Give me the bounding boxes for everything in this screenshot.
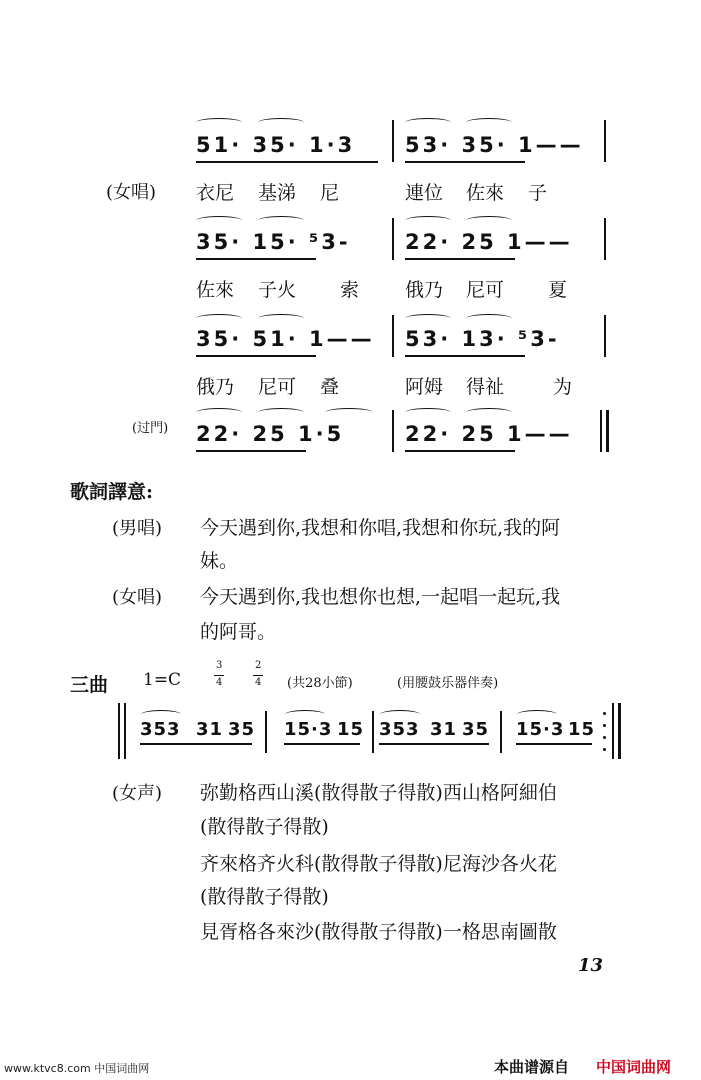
notes-row1-b: 53· 35· 1——: [405, 133, 584, 157]
lyric: 基涕: [258, 182, 297, 204]
slur: [405, 216, 451, 225]
note-group: 15·3: [516, 719, 565, 740]
slur: [258, 408, 304, 417]
section-title: 三曲: [70, 674, 109, 696]
final-barline: [600, 410, 602, 452]
female-voice-line3: 齐來格齐火科(散得散子得散)尼海沙各火花: [200, 853, 557, 875]
barline: [392, 120, 394, 162]
lyric: 俄乃: [405, 279, 444, 301]
repeat-dot: [603, 748, 606, 751]
note-group: 353: [140, 719, 181, 740]
slur: [196, 216, 242, 225]
barline: [392, 315, 394, 357]
female-voice-line2: (散得散子得散): [200, 816, 329, 838]
underline: [196, 161, 378, 163]
male-translation-line2: 妹。: [200, 550, 239, 572]
slur: [405, 408, 451, 417]
female-voice-line1: 弥勤格西山溪(散得散子得散)西山格阿細伯: [200, 782, 557, 804]
slur: [325, 408, 373, 417]
lyric: 佐來: [466, 182, 505, 204]
lyric: 叠: [320, 376, 340, 398]
lyric: 俄乃: [196, 376, 235, 398]
note-group: 35: [228, 719, 256, 740]
underline: [405, 355, 525, 357]
barline: [604, 218, 606, 260]
underline: [140, 743, 252, 745]
notes-row4-b: 22· 25 1——: [405, 422, 573, 446]
barline: [392, 410, 394, 452]
lyric: 連位: [405, 182, 444, 204]
lyric: 尼: [320, 182, 340, 204]
underline: [405, 161, 525, 163]
notes-row3-a: 35· 51· 1——: [196, 327, 375, 351]
final-barline: [612, 703, 614, 759]
barline: [265, 711, 267, 753]
note-group: 35: [462, 719, 490, 740]
time-sig-den: 4: [216, 677, 223, 688]
note-group: 353: [379, 719, 420, 740]
female-translation-line2: 的阿哥。: [200, 621, 277, 643]
barline: [500, 711, 502, 753]
note-group: 31: [196, 719, 224, 740]
slur: [141, 710, 181, 719]
notes-row2-b: 22· 25 1——: [405, 230, 573, 254]
notes-row4-a: 22· 25 1·5: [196, 422, 345, 446]
lyric: 子: [528, 182, 548, 204]
accompaniment-note: (用腰鼓乐器伴奏): [397, 676, 499, 691]
final-barline: [618, 703, 621, 759]
repeat-dot: [603, 736, 606, 739]
underline: [405, 450, 515, 452]
lyric: 为: [553, 376, 573, 398]
notes-row1-a: 51· 35· 1·3: [196, 133, 356, 157]
repeat-dot: [603, 712, 606, 715]
slur: [405, 118, 451, 127]
page-number: 13: [578, 955, 604, 976]
time-sig-num: 2: [255, 660, 262, 671]
underline: [405, 258, 515, 260]
underline: [196, 450, 306, 452]
slur: [258, 216, 304, 225]
time-sig-line: [214, 675, 224, 676]
notes-row3-b: 53· 13· ⁵3-: [405, 327, 560, 351]
measures-note: (共28小節): [287, 676, 353, 691]
lyric: 尼可: [466, 279, 505, 301]
footer-site-name[interactable]: 中国词曲网: [596, 1058, 672, 1076]
slur: [466, 314, 512, 323]
note-group: 15: [568, 719, 596, 740]
slur: [466, 118, 512, 127]
lyric: 衣尼: [196, 182, 235, 204]
female-voice-line4: (散得散子得散): [200, 886, 329, 908]
time-sig-num: 3: [216, 660, 223, 671]
slur: [258, 314, 304, 323]
barline: [392, 218, 394, 260]
male-translation-line1: 今天遇到你,我想和你唱,我想和你玩,我的阿: [200, 517, 561, 539]
footer-url[interactable]: www.ktvc8.com 中国词曲网: [4, 1062, 150, 1075]
lyric: 夏: [548, 279, 568, 301]
note-group: 15·3: [284, 719, 333, 740]
final-barline: [606, 410, 609, 452]
lyric: 尼可: [258, 376, 297, 398]
underline: [284, 743, 360, 745]
slur: [466, 408, 512, 417]
female-translation-line1: 今天遇到你,我也想你也想,一起唱一起玩,我: [200, 586, 561, 608]
female-sing-label: (女唱): [106, 182, 157, 203]
barline: [604, 120, 606, 162]
lyric: 得祉: [466, 376, 505, 398]
lyric: 索: [340, 279, 360, 301]
slur: [466, 216, 512, 225]
slur: [285, 710, 325, 719]
underline: [196, 355, 316, 357]
interlude-label: (过門): [132, 421, 169, 436]
notes-row2-a: 35· 15· ⁵3-: [196, 230, 351, 254]
time-sig-line: [253, 675, 263, 676]
underline: [379, 743, 489, 745]
slur: [380, 710, 420, 719]
slur: [517, 710, 557, 719]
repeat-dot: [603, 724, 606, 727]
slur: [196, 118, 242, 127]
underline: [196, 258, 316, 260]
barline: [118, 703, 120, 759]
barline: [124, 703, 126, 759]
lyric: 阿姆: [405, 376, 444, 398]
female-voice-label: (女声): [112, 783, 163, 804]
slur: [258, 118, 304, 127]
key-signature: 1=C: [143, 670, 182, 690]
note-group: 31: [430, 719, 458, 740]
barline: [372, 711, 374, 753]
male-sing-label: (男唱): [112, 518, 163, 539]
slur: [196, 408, 242, 417]
female-voice-line5: 見胥格各來沙(散得散子得散)一格思南圖散: [200, 921, 557, 943]
note-group: 15: [337, 719, 365, 740]
slur: [405, 314, 451, 323]
time-sig-den: 4: [255, 677, 262, 688]
underline: [516, 743, 592, 745]
lyric: 子火: [258, 279, 297, 301]
slur: [196, 314, 242, 323]
lyric: 佐來: [196, 279, 235, 301]
translation-heading: 歌詞譯意:: [70, 481, 154, 503]
footer-source-label: 本曲谱源自: [494, 1058, 570, 1076]
barline: [604, 315, 606, 357]
female-sing-label: (女唱): [112, 587, 163, 608]
